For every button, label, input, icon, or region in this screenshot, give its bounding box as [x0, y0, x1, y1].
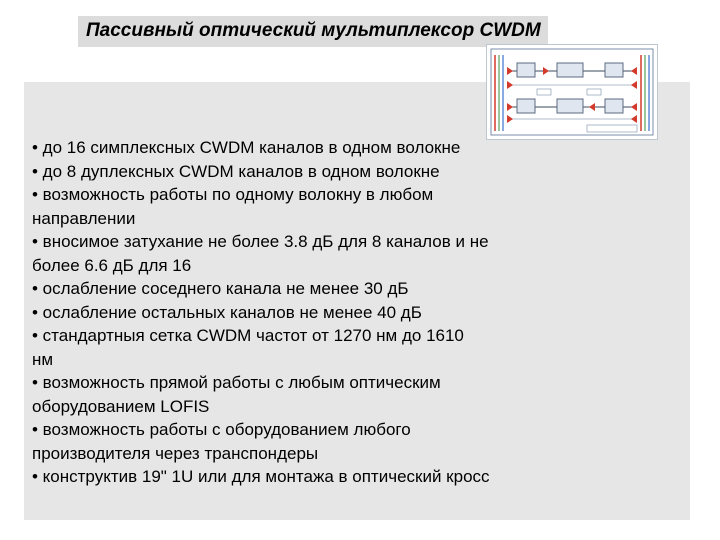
bullet-list	[32, 136, 592, 489]
bullet-line: • до 8 дуплексных CWDM каналов в одном волокне	[32, 161, 440, 181]
bullet-line: • возможность работы по одному волокну в любом	[32, 185, 434, 204]
bullet-line: • конструктив 19" 1U или для монтажа в оптический кросс	[32, 467, 490, 486]
cwdm-diagram-graphic	[487, 45, 657, 139]
bullet-line: • стандартныя сетка CWDM частот от 1270 нм до 1610	[32, 326, 464, 345]
bullet-line: нм	[32, 349, 54, 369]
bullet-line: • возможность работы с оборудованием любого	[32, 420, 411, 439]
cwdm-diagram-image	[486, 44, 658, 140]
bullet-line: • до 16 симплексных CWDM каналов в одном волокне	[32, 138, 461, 157]
slide-title-text: Пассивный оптический мультиплексор CWDM	[86, 20, 541, 41]
slide-title	[78, 16, 548, 47]
bullet-line: • ослабление соседнего канала не менее 30 дБ	[32, 279, 409, 298]
bullet-line: • вносимое затухание не более 3.8 дБ для 8 каналов и не	[32, 232, 489, 251]
bullet-line: • возможность прямой работы с любым оптическим	[32, 373, 441, 392]
bullet-line: • ослабление остальных каналов не менее 40 дБ	[32, 302, 422, 322]
bullet-line: оборудованием LOFIS	[32, 396, 210, 416]
bullet-line: производителя через транспондеры	[32, 443, 319, 463]
bullet-line: направлении	[32, 208, 136, 228]
bullet-line: более 6.6 дБ для 16	[32, 255, 192, 275]
